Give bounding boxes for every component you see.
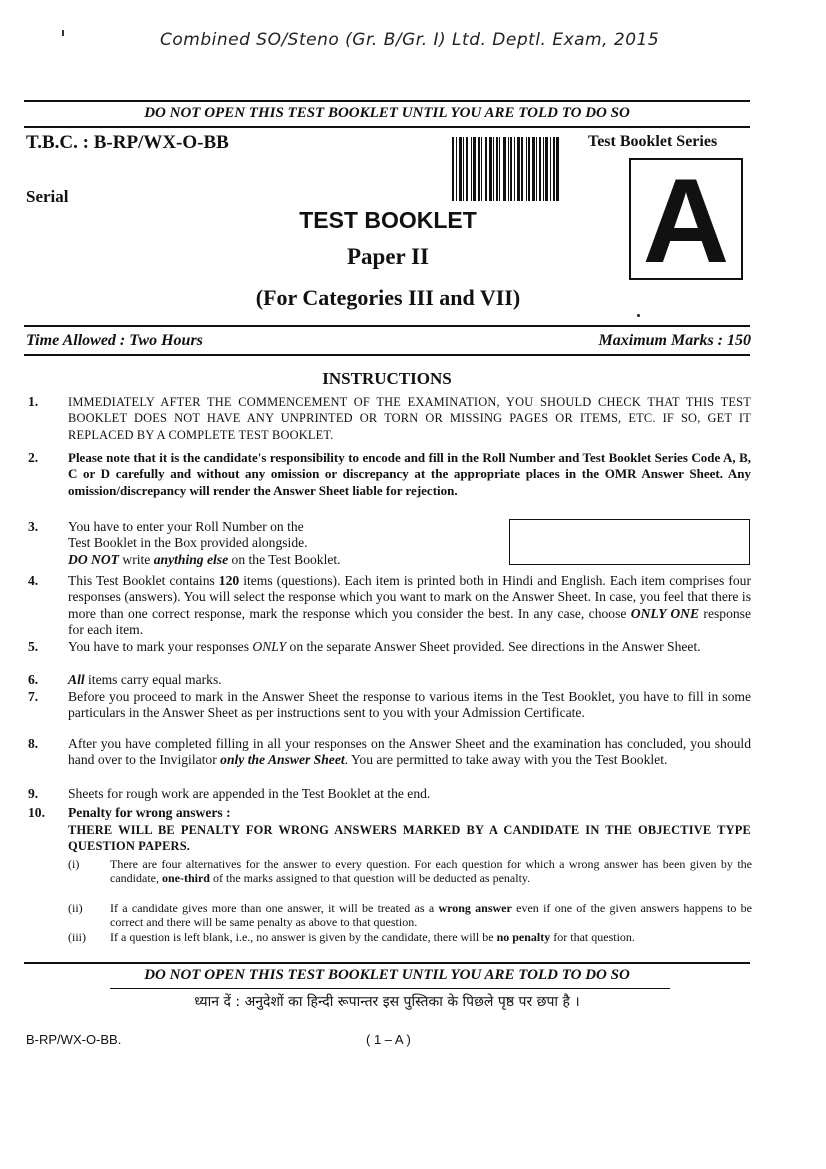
penalty-item-1 — [110, 858, 752, 885]
only-one-emphasis: ONLY ONE — [630, 605, 700, 621]
only-emphasis: ONLY — [252, 639, 287, 654]
item-4-text-e: response for each item. — [68, 605, 751, 638]
bottom-rule — [24, 962, 750, 964]
series-letter: A — [642, 154, 730, 288]
page-mark — [62, 30, 64, 36]
handwritten-note: Combined SO/Steno (Gr. B/Gr. I) Ltd. Deptl. Exam, 2015 — [160, 30, 660, 50]
penalty-number: (i) — [68, 857, 80, 871]
one-third-emphasis: one-third — [161, 870, 210, 885]
serial-label: Serial — [26, 187, 69, 206]
page-number: ( 1 – A ) — [366, 1032, 411, 1047]
instruction-item-4 — [68, 573, 751, 639]
instruction-item-9: Sheets for rough work are appended in the Test Booklet at the end. — [68, 786, 431, 801]
anything-else-emphasis: anything else — [153, 551, 229, 567]
banner-rule — [24, 126, 750, 128]
booklet-title: TEST BOOKLET — [299, 207, 477, 233]
penalty-number: (ii) — [68, 901, 83, 915]
item-number: 2. — [28, 450, 39, 465]
item-3-line-3 — [68, 552, 488, 568]
item-3-line-2: Test Booklet in the Box provided alongside. — [68, 535, 308, 551]
penalty-caps: THERE WILL BE PENALTY FOR WRONG ANSWERS MARKED BY A CANDIDATE IN THE OBJECTIVE TYPE QUESTION PAPERS. — [68, 823, 751, 854]
item-number: 3. — [28, 519, 39, 534]
wrong-answer-emphasis: wrong answer — [438, 901, 512, 915]
instruction-item-8 — [68, 736, 751, 769]
top-rule — [24, 100, 750, 102]
instruction-item-3 — [68, 519, 488, 568]
instruction-item-6 — [68, 672, 751, 688]
item-6-text: items carry equal marks. — [84, 672, 222, 687]
penalty-item-3 — [110, 931, 752, 945]
penalty-number: (iii) — [68, 930, 86, 944]
penalty-3-text-c: for that question. — [550, 930, 635, 944]
item-number: 8. — [28, 736, 39, 751]
all-emphasis: All — [68, 672, 85, 687]
footer-code: B-RP/WX-O-BB. — [26, 1032, 122, 1047]
item-3-line-1: You have to enter your Roll Number on the — [68, 519, 304, 534]
item-number: 7. — [28, 689, 39, 704]
instruction-item-7: Before you proceed to mark in the Answer Sheet the response to various items in the Test Booklet, you have to fill in some particulars in the Answer Sheet as per instructions sent to you with your Admission Certificate. — [68, 689, 751, 721]
item-number: 5. — [28, 639, 39, 654]
item-3-text: write — [118, 551, 154, 567]
page-dot — [637, 314, 640, 317]
item-number: 4. — [28, 573, 39, 588]
roll-number-box[interactable] — [509, 519, 750, 565]
item-number: 1. — [28, 394, 39, 409]
answer-sheet-emphasis: only the Answer Sheet — [220, 752, 345, 768]
penalty-title: Penalty for wrong answers : — [68, 805, 231, 820]
instructions-heading: INSTRUCTIONS — [322, 369, 452, 388]
no-penalty-emphasis: no penalty — [496, 930, 551, 944]
instruction-item-1: IMMEDIATELY AFTER THE COMMENCEMENT OF THE EXAMINATION, YOU SHOULD CHECK THAT THIS TEST BOOKLET DOES NOT HAVE ANY UNPRINTED OR TORN OR MISSING PAGES OR ITEMS, ETC. IF SO, GET IT REPLACED BY A COMPLETE TEST BOOKLET. — [68, 395, 751, 442]
series-box — [629, 154, 743, 288]
max-marks: Maximum Marks : 150 — [598, 332, 751, 349]
penalty-2-text-c: even if one of the given answers happens to be correct and there will be same penalty as above to that question. — [110, 901, 752, 929]
instruction-item-2: Please note that it is the candidate's responsibility to encode and fill in the Roll Number and Test Booklet Series Code A, B, C or D carefully and without any omission or discrepancy at the appropriate places in the OMR Answer Sheet. Any omission/discrepancy will render the Answer Sheet liable for rejection. — [68, 450, 751, 498]
item-number: 10. — [28, 805, 45, 820]
paper-title: Paper II — [347, 244, 429, 269]
item-4-count: 120 — [218, 573, 240, 588]
categories-title: (For Categories III and VII) — [255, 285, 521, 310]
barcode — [452, 137, 578, 201]
banner-bottom-rule — [110, 988, 670, 989]
item-5-text-a: You have to mark your responses — [68, 639, 253, 654]
item-5-text-c: on the separate Answer Sheet provided. See directions in the Answer Sheet. — [286, 639, 701, 654]
penalty-1-text-c: of the marks assigned to that question will be deducted as penalty. — [209, 870, 531, 885]
time-allowed: Time Allowed : Two Hours — [26, 332, 203, 349]
penalty-1-text-a: There are four alternatives for the answer to every question. For each question for which a wrong answer has been given by the candidate, — [110, 857, 752, 885]
item-4-text-c: items (questions). Each item is printed both in Hindi and English. Each item comprises four responses (answers). You will select the response which you want to mark on the Answer Sheet. In case, you feel that there is more than one correct response, mark the response which you consider the best. In any case, choose — [68, 573, 751, 621]
item-8-text-a: After you have completed filling in all your responses on the Answer Sheet and the examination has concluded, you should hand over to the Invigilator — [68, 736, 751, 768]
tbc-code: T.B.C. : B-RP/WX-O-BB — [26, 132, 229, 153]
item-3-text-end: on the Test Booklet. — [228, 551, 341, 567]
series-label: Test Booklet Series — [588, 133, 718, 150]
item-number: 6. — [28, 672, 39, 687]
penalty-3-text-a: If a question is left blank, i.e., no answer is given by the candidate, there will be — [110, 930, 497, 944]
hindi-note: ध्यान दें : अनुदेशों का हिन्दी रूपान्तर इस पुस्तिका के पिछले पृष्ठ पर छपा है । — [194, 994, 580, 1010]
item-number: 9. — [28, 786, 39, 801]
meta-rule-top — [24, 325, 750, 327]
banner-bottom: DO NOT OPEN THIS TEST BOOKLET UNTIL YOU ARE TOLD TO DO SO — [144, 967, 630, 983]
banner-top: DO NOT OPEN THIS TEST BOOKLET UNTIL YOU ARE TOLD TO DO SO — [144, 105, 630, 121]
do-not-emphasis: DO NOT — [68, 551, 119, 567]
penalty-2-text-a: If a candidate gives more than one answer, it will be treated as a — [110, 901, 439, 915]
instruction-item-5 — [68, 639, 751, 655]
item-4-text-a: This Test Booklet contains — [68, 573, 219, 588]
penalty-item-2 — [110, 902, 752, 929]
item-8-text-c: . You are permitted to take away with you the Test Booklet. — [344, 752, 668, 768]
meta-rule-bottom — [24, 354, 750, 356]
